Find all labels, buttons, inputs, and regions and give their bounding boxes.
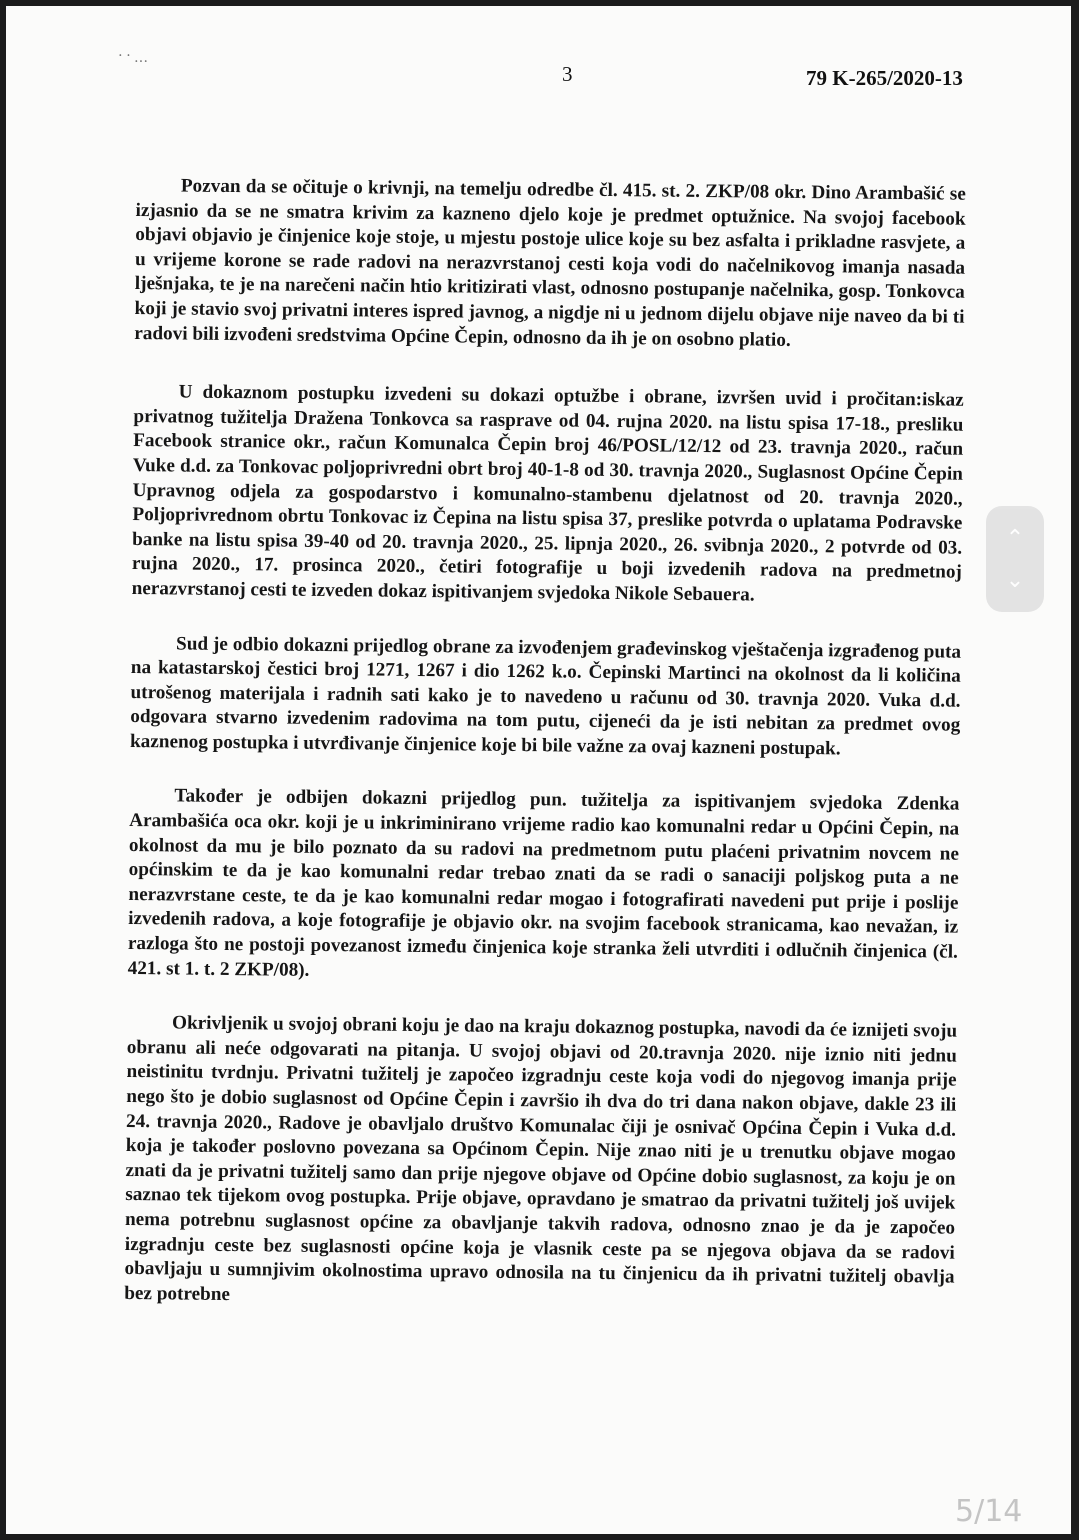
paragraph-plea: Pozvan da se očituje o krivnji, na temelju odredbe čl. 415. st. 2. ZKP/08 okr. Dino Arambašić se izjasnio da se ne smatra krivim za kazneno djelo koje je predmet optužnice. Na svojoj facebook objavi objavio je činjenice koje stoje, u mjestu postoje ulice koje su bez asfalta i prikladne rasvjete, a u vrijeme korone se rade radovi na nerazvrstanoj cesti koja vodi do načelnikovog imanja nasada lješnjaka, te je na narečeni način htio kritizirati vlast, odnosno postupanje načelnika, gosp. Tonkovca koji je stavio svoj privatni interes ispred javnog, a nigdje ni u jednom dijelu objave nije naveo da bi ti radovi bili izvođeni sredstvima Općine Čepin, odnosno da ih je on osobno platio. [134,175,966,351]
scan-speck: ․․․ [134,51,149,66]
paragraph-evidence: U dokaznom postupku izvedeni su dokazi optužbe i obrane, izvršen uvid i pročitan:iskaz privatnog tužitelja Dražena Tonkovca sa rasprave od 04. rujna 2020. na listu spisa 17-18., presliku Facebook stranice okr., račun Komunalca Čepin broj 46/POSL/12/12 od 23. travnja 2020., račun Vuke d.d. za Tonkovac poljoprivredni obrt broj 40-1-8 od 30. travnja 2020., Suglasnost Općine Čepin Upravnog odjela za gospodarstvo i komunalno-stambenu djelatnost od 20. travnja 2020., Poljoprivrednom obrtu Tonkovac iz Čepina na listu spisa 37, preslike potvrda o uplatama Podravske banke na listu spisa 39-40 od 20. travnja 2020., 25. lipnja 2020., 26. svibnja 2020., 2 potvrde od 03. rujna 2020., 17. prosinca 2020., četiri fotografije u boji izvedenih radova na predmetnoj nerazvrstanoj cesti te izveden dokaz ispitivanjem svjedoka Nikole Sebauera. [131,381,964,606]
document-body [124,174,966,1345]
page-scroll-control [986,506,1044,612]
paragraph-rejected-witness: Također je odbijen dokazni prijedlog pun. tužitelja za ispitivanjem svjedoka Zdenka Arambašića oca okr. koji je u inkriminirano vrijeme radio kao komunalni redar u Općini Čepin, na okolnost da mu je bilo poznato da su radovi na predmetnom putu plaćeni privatnim novcem ne općinskim te da je kao komunalni redar trebao znati da se radi o sanaciji poljskog puta a ne nerazvrstane ceste, te da je kao komunalni redar mogao i fotografirati navedeni put prije i poslije izvedenih radova, a koje fotografije je objavio okr. na svojim facebook stranicama, kao nevažan, iz razloga što ne postoji povezanost između činjenica koje stranka želi utvrditi i odlučnih činjenica (čl. 421. st 1. t. 2 ZKP/08). [127,785,960,981]
scan-speck: ․ ․ [118,45,131,60]
document-page [6,6,1071,1534]
page-counter: 5/14 [955,1494,1023,1529]
scroll-down-button[interactable] [986,554,1044,607]
case-number: 79 K-265/2020-13 [806,66,963,90]
paragraph-rejected-expertise: Sud je odbio dokazni prijedlog obrane za izvođenjem građevinskog vještačenja izgrađenog puta na katastarskoj čestici broj 1271, 1267 i dio 1262 k.o. Čepinski Martinci na okolnost da li količina utrošenog materijala i radnih sati kako je to navedeno u računu od 30. travnja 2020. Vuka d.d. odgovara stvarno izvedenim radovima na tom putu, cijeneći da je isti nebitan za predmet ovog kaznenog postupka i utvrđivanje činjenice koje bi bile važne za ovaj kazneni postupak. [129,632,962,760]
chevron-up-icon: ⌃ [1005,526,1025,551]
paragraph-defense: Okrivljenik u svojoj obrani koju je dao na kraju dokaznog postupka, navodi da će iznijeti svoju obranu ali neće odgovarati na pitanja. U svojoj objavi od 20.travnja 2020. nije iznio niti jednu neistinitu tvrdnju. Privatni tužitelj je započeo izgradnju ceste koja vodi do njegovog imanja prije nego što je dobio suglasnost od Općine Čepin i završio ih dva do tri dana nakon objave, dakle 23 ili 24. travnja 2020., Radove je obavljalo društvo Komunalac čiji je osnivač Općina Čepin i Vuka d.d. koja je također poslovno povezana sa Općinom Čepin. Nije znao niti je u trenutku objave mogao znati da je privatni tužitelj samo dan prije njegove objave od Općine dobio suglasnost, za koju je on saznao tek tijekom ovog postupka. Prije objave, opravdano je smatrao da privatni tužitelj još uvijek nema potrebnu suglasnost općine za obavljanje takvih radova, odnosno znao je da je započeo izgradnju ceste bez suglasnosti općine koja je vlasnik ceste pa se njegova objava da se radovi obavljaju u sumnjivim okolnostima upravo odnosila na tu činjenicu da ih privatni tužitelj obavlja bez potrebne [124,1012,958,1305]
chevron-down-icon: ⌄ [1005,568,1025,593]
page-number: 3 [562,62,573,86]
